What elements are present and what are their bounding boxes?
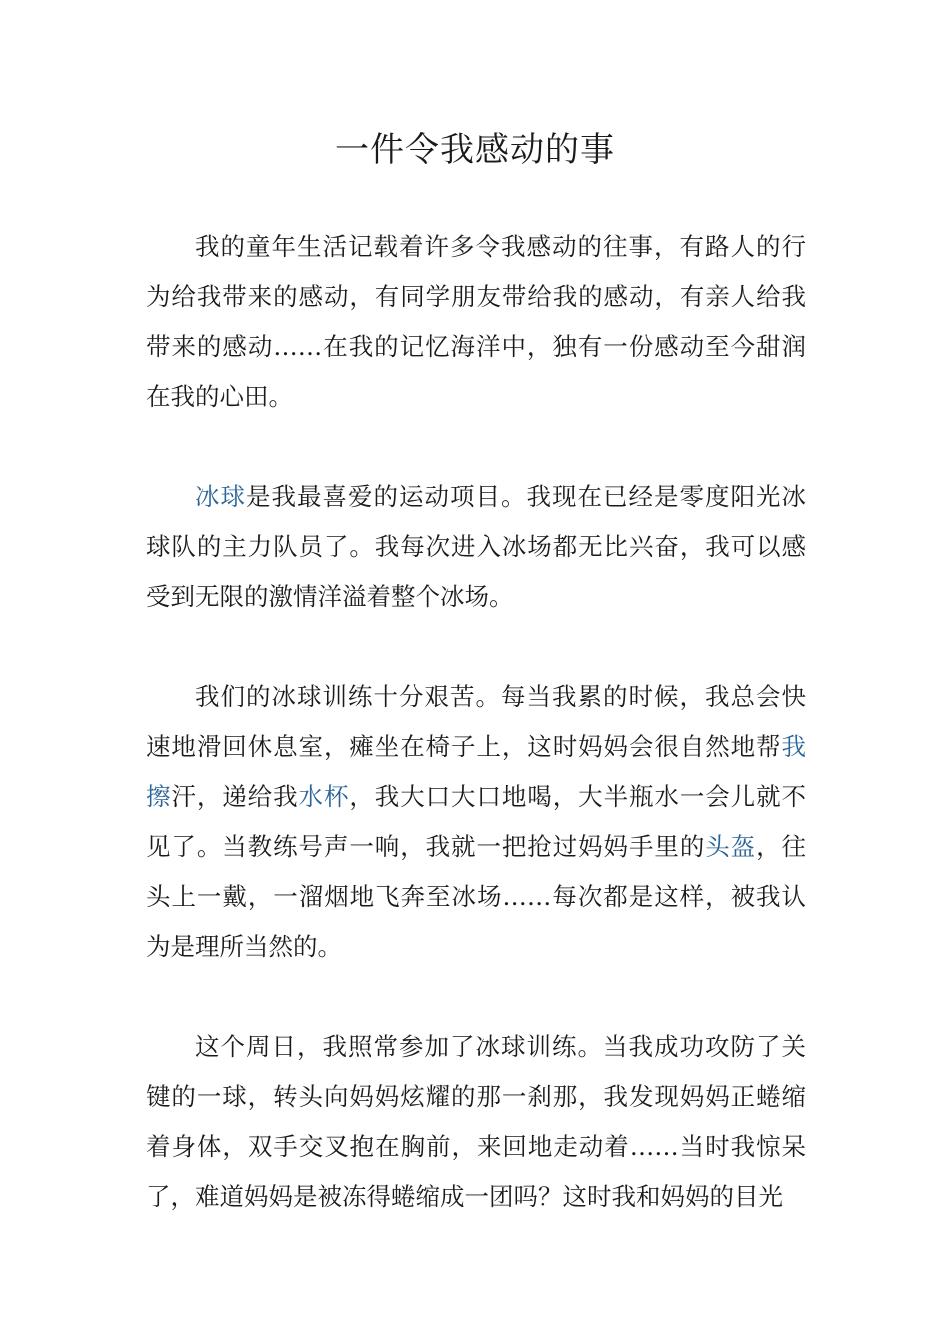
document-title: 一件令我感动的事	[335, 130, 615, 170]
link-water-cup[interactable]: 水杯	[298, 782, 350, 811]
link-ice-hockey[interactable]: 冰球	[195, 482, 246, 511]
paragraph-3-text-b: 汗，递给我	[171, 782, 299, 811]
paragraph-2	[146, 472, 806, 622]
link-wipe[interactable]: 我擦	[146, 732, 806, 811]
paragraph-3-text-d: ，往头上一戴，一溜烟地飞奔至冰场……每次都是这样，被我认为是理所当然的。	[146, 832, 807, 961]
paragraph-1: 我的童年生活记载着许多令我感动的往事，有路人的行为给我带来的感动，有同学朋友带给我的感动，有亲人给我带来的感动……在我的记忆海洋中，独有一份感动至今甜润在我的心田。	[146, 232, 806, 411]
paragraph-3-text-a: 我们的冰球训练十分艰苦。每当我累的时候，我总会快速地滑回休息室，瘫坐在椅子上，这时妈妈会很自然地帮	[146, 682, 806, 761]
paragraph-2-text: 是我最喜爱的运动项目。我现在已经是零度阳光冰球队的主力队员了。我每次进入冰场都无比兴奋，我可以感受到无限的激情洋溢着整个冰场。	[146, 482, 806, 611]
paragraph-3-text-c: ，我大口大口地喝，大半瓶水一会儿就不见了。当教练号声一响，我就一把抢过妈妈手里的	[146, 782, 807, 861]
paragraph-3	[146, 672, 806, 972]
paragraph-4: 这个周日，我照常参加了冰球训练。当我成功攻防了关键的一球，转头向妈妈炫耀的那一刹那，我发现妈妈正蜷缩着身体，双手交叉抱在胸前，来回地走动着……当时我惊呆了，难道妈妈是被冻得蜷缩成一团吗？这时我和妈妈的目光	[146, 1032, 806, 1211]
link-helmet[interactable]: 头盔	[705, 832, 757, 861]
